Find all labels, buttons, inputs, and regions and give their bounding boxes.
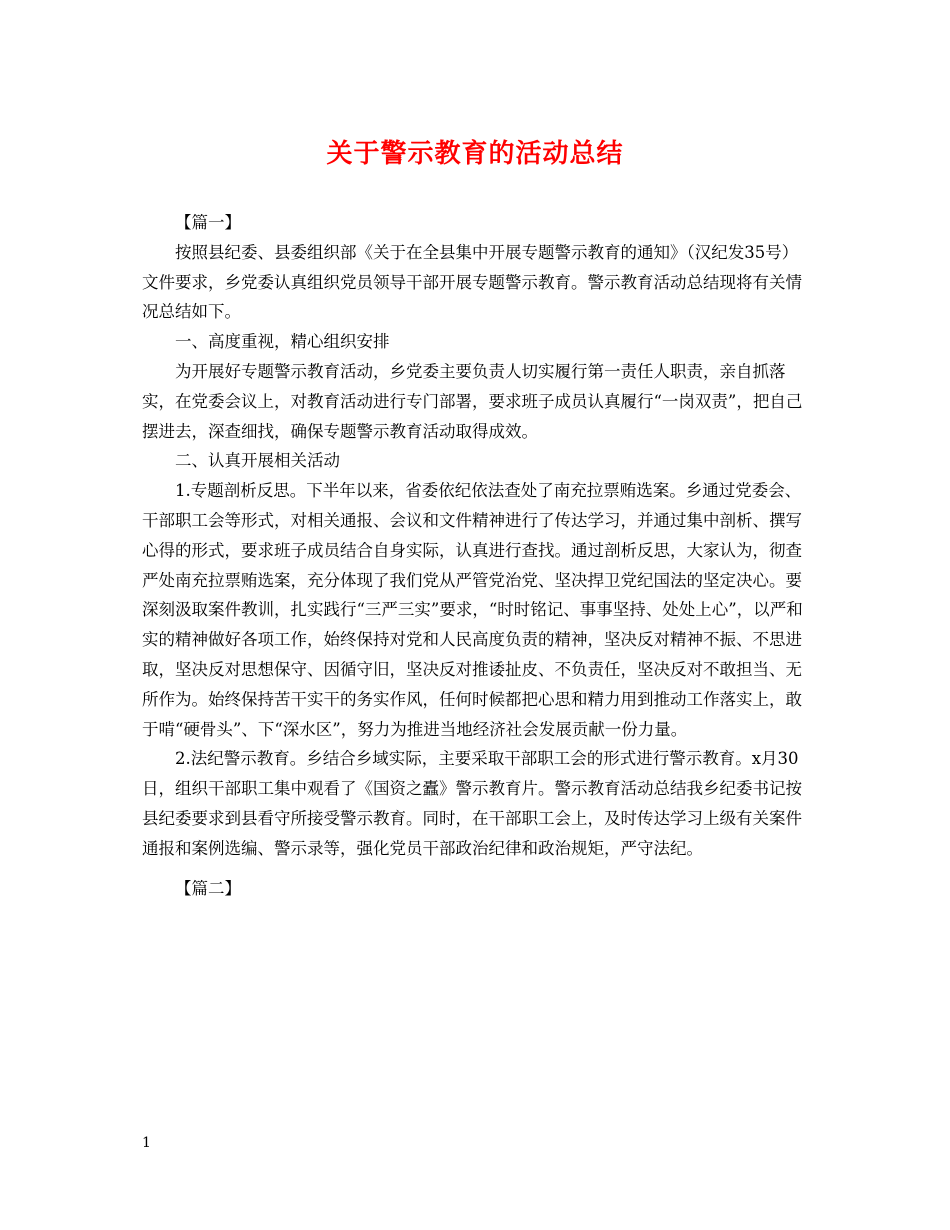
section-heading-2: 一、高度重视，精心组织安排: [175, 332, 390, 352]
section-heading-3: 二、认真开展相关活动: [175, 451, 340, 471]
paragraph-2: 为开展好专题警示教育活动，乡党委主要负责人切实履行第一责任人职责，亲自抓落实，在党委会议上，对教育活动进行专门部署，要求班子成员认真履行“一岗双责”，把自己摆进去，深查细找，确保专题警示教育活动取得成效。: [142, 361, 803, 441]
paragraph-3: 1.专题剖析反思。下半年以来，省委依纪依法查处了南充拉票贿选案。乡通过党委会、干部职工会等形式，对相关通报、会议和文件精神进行了传达学习，并通过集中剖析、撰写心得的形式，要求班子成员结合自身实际，认真进行查找。通过剖析反思，大家认为，彻查严处南充拉票贿选案，充分体现了我们党从严管党治党、坚决捍卫党纪国法的坚定决心。要深刻汲取案件教训，扎实践行“三严三实”要求，“时时铭记、事事坚持、处处上心”，以严和实的精神做好各项工作，始终保持对党和人民高度负责的精神，坚决反对精神不振、不思进取，坚决反对思想保守、因循守旧，坚决反对推诿扯皮、不负责任，坚决反对不敢担当、无所作为。始终保持苦干实干的务实作风，任何时候都把心思和精力用到推动工作落实上，敢于啃“硬骨头”、下“深水区”，努力为推进当地经济社会发展贡献一份力量。: [142, 481, 803, 739]
paragraph-4: 2.法纪警示教育。乡结合乡域实际，主要采取干部职工会的形式进行警示教育。x月30日，组织干部职工集中观看了《国资之蠹》警示教育片。警示教育活动总结我乡纪委书记按县纪委要求到县看守所接受警示教育。同时，在干部职工会上，及时传达学习上级有关案件通报和案例选编、警示录等，强化党员干部政治纪律和政治规矩，严守法纪。: [142, 749, 802, 858]
document-title: 关于警示教育的活动总结: [326, 139, 624, 169]
section-heading-4: 【篇二】: [175, 878, 241, 898]
section-heading-1: 【篇一】: [175, 213, 241, 232]
document-body: [142, 208, 810, 903]
paragraph-1: 按照县纪委、县委组织部《关于在全县集中开展专题警示教育的通知》（汉纪发35号）文件要求，乡党委认真组织党员领导干部开展专题警示教育。警示教育活动总结现将有关情况总结如下。: [142, 242, 802, 322]
page-number: 1: [142, 1135, 151, 1151]
